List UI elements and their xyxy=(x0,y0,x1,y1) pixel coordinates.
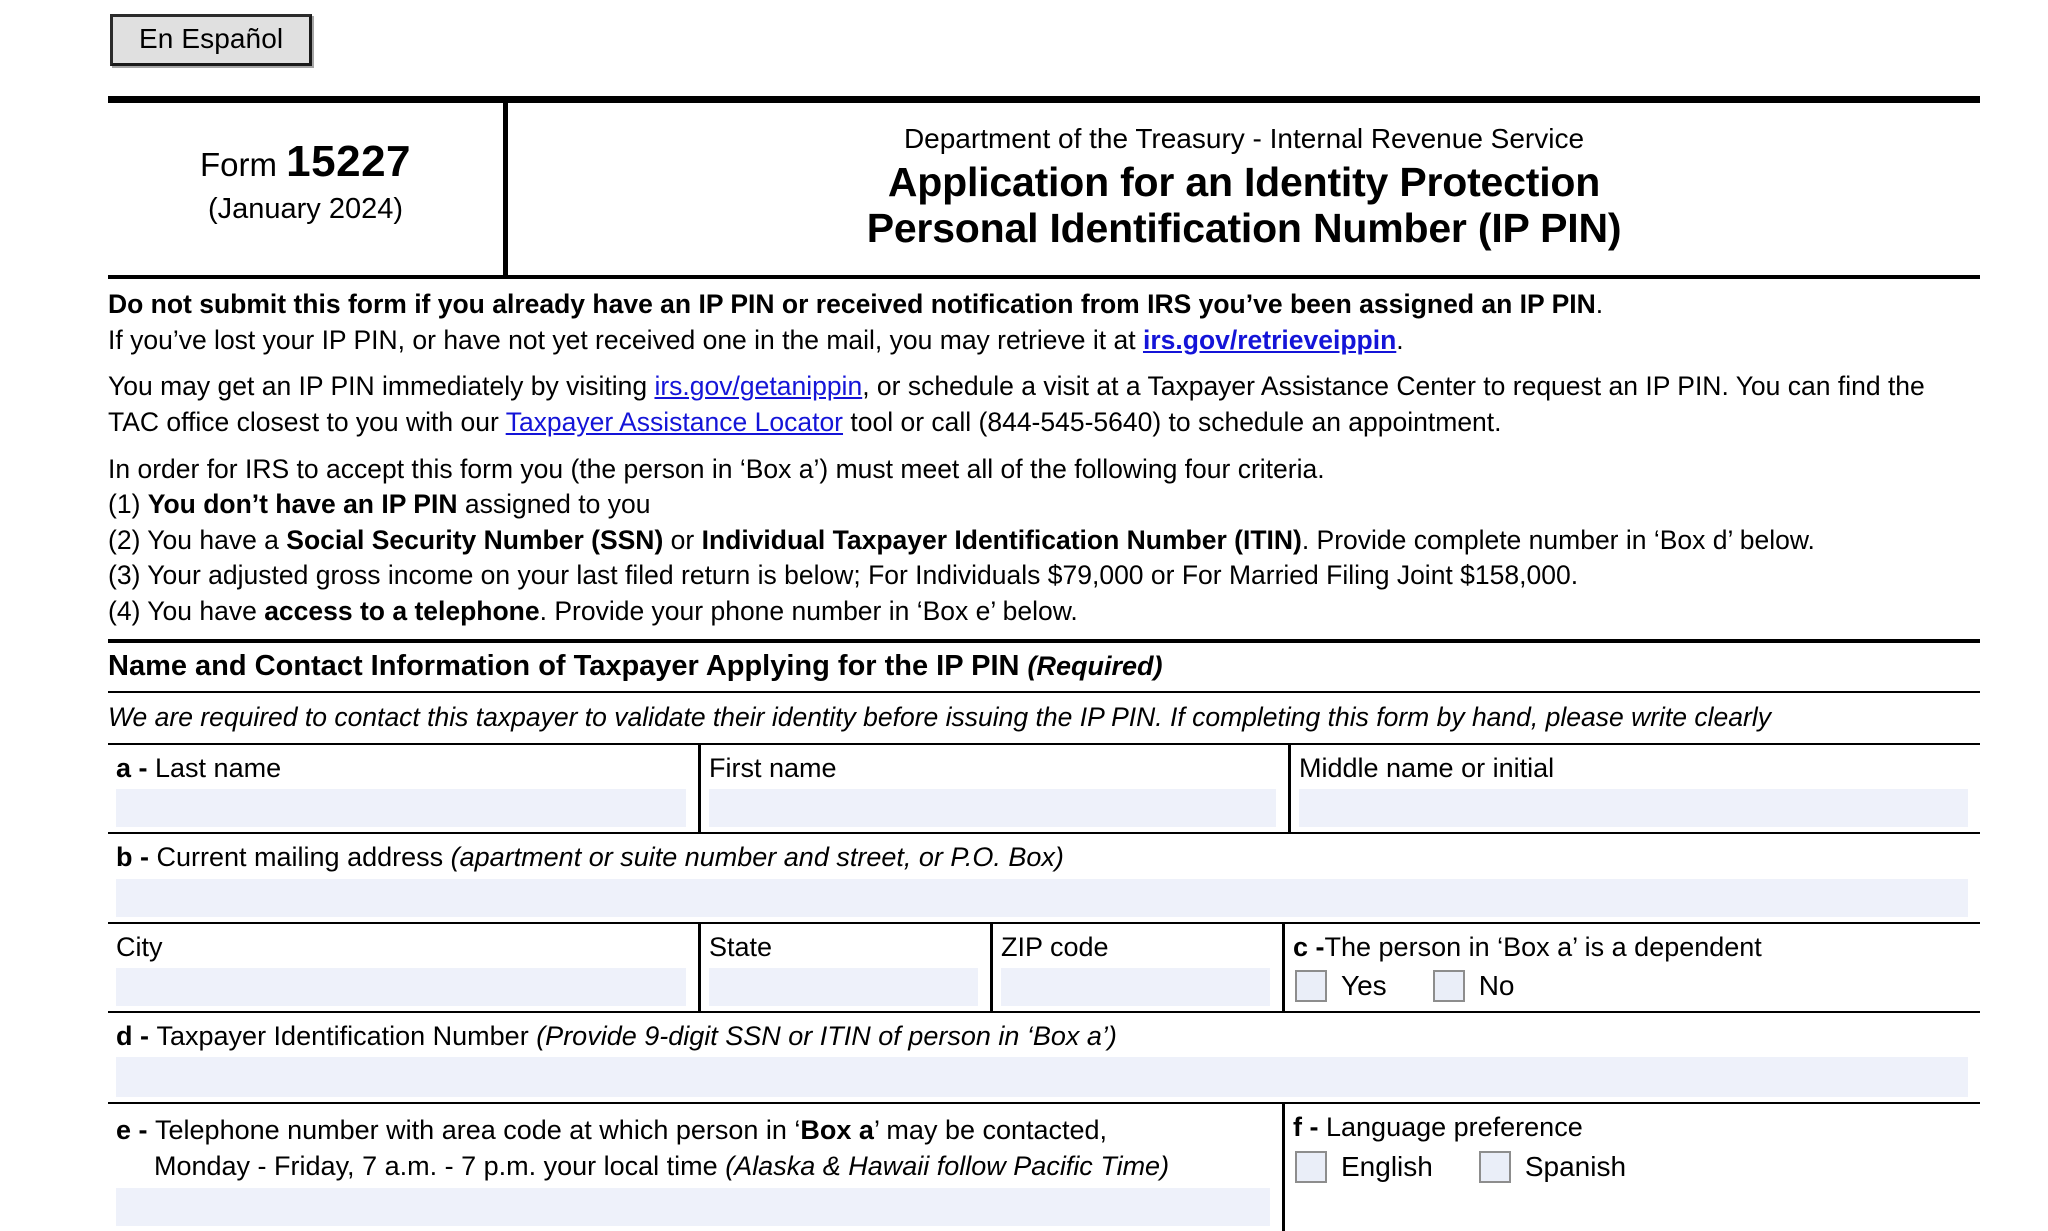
telephone-line2-wrap xyxy=(116,1149,1282,1185)
criteria-4-bold: access to a telephone xyxy=(264,596,540,627)
language-cell xyxy=(1282,1104,1980,1231)
instruction-spacer-1 xyxy=(108,358,1980,369)
dependent-no-label: No xyxy=(1478,969,1515,1001)
language-text: Language preference xyxy=(1326,1112,1583,1143)
last-name-text: Last name xyxy=(155,752,282,783)
section-note: We are required to contact this taxpayer to validate their identity before issuing the IP PIN. If completing this form by hand, please write clearly xyxy=(108,701,1771,732)
criteria-1-number: (1) xyxy=(108,489,148,520)
telephone-line1-a: Telephone number with area code at which person in ‘ xyxy=(155,1115,801,1146)
dependent-yes-checkbox[interactable] xyxy=(1295,970,1327,1002)
form-title-line-1: Application for an Identity Protection xyxy=(887,158,1601,205)
telephone-line1-b: ’ may be contacted, xyxy=(873,1115,1108,1146)
address-input[interactable] xyxy=(116,879,1968,917)
dependent-text: The person in ‘Box a’ is a dependent xyxy=(1324,931,1762,962)
tin-input[interactable] xyxy=(116,1057,1968,1097)
tin-cell xyxy=(108,1013,1980,1102)
en-espanol-button[interactable]: En Español xyxy=(110,14,312,66)
irs-form-15227 xyxy=(108,96,1980,1231)
get-an-ippin-link[interactable]: irs.gov/getanippin xyxy=(654,371,863,402)
tin-label xyxy=(108,1016,1980,1057)
form-revision-date: (January 2024) xyxy=(207,192,404,225)
address-cell xyxy=(108,834,1980,921)
instruction-spacer-2 xyxy=(108,441,1980,452)
city-input[interactable] xyxy=(116,968,686,1006)
telephone-box-a-ref: Box a xyxy=(800,1115,874,1146)
box-d-prefix: d - xyxy=(116,1020,157,1051)
city-state-zip-row xyxy=(108,924,1980,1011)
address-row xyxy=(108,834,1980,921)
instruction-line-1-bold: Do not submit this form if you already have an IP PIN or received notification from IRS you’ve been assigned an IP PIN xyxy=(108,289,1596,319)
telephone-cell xyxy=(108,1104,1282,1231)
section-heading-required: (Required) xyxy=(1027,650,1163,681)
last-name-label xyxy=(108,748,698,789)
form-title-band xyxy=(108,103,1980,275)
language-spanish-checkbox[interactable] xyxy=(1479,1151,1511,1183)
telephone-input[interactable] xyxy=(116,1188,1270,1226)
criteria-2-number: (2) You have a xyxy=(108,524,287,555)
last-name-input[interactable] xyxy=(116,789,686,827)
taxpayer-assistance-locator-link[interactable]: Taxpayer Assistance Locator xyxy=(505,406,844,437)
language-spanish-label: Spanish xyxy=(1524,1150,1627,1182)
criteria-1 xyxy=(108,487,1980,523)
middle-name-input[interactable] xyxy=(1299,789,1968,827)
address-text: Current mailing address xyxy=(156,842,451,873)
criteria-1-bold: You don’t have an IP PIN xyxy=(147,489,458,520)
department-line: Department of the Treasury - Internal Revenue Service xyxy=(903,122,1585,154)
dependent-yes-label: Yes xyxy=(1341,969,1387,1001)
retrieve-ippin-link[interactable]: irs.gov/retrieveippin xyxy=(1142,324,1397,355)
language-label xyxy=(1285,1107,1980,1148)
box-f-prefix: f - xyxy=(1293,1112,1326,1143)
state-cell xyxy=(698,924,990,1011)
state-label: State xyxy=(709,931,773,962)
dependent-checkbox-group xyxy=(1285,968,1980,1008)
language-english-label: English xyxy=(1341,1150,1433,1182)
form-word-label: Form xyxy=(199,146,277,184)
section-heading-text: Name and Contact Information of Taxpayer Applying for the IP PIN xyxy=(108,649,1028,682)
criteria-3: (3) Your adjusted gross income on your last filed return is below; For Individuals $79,000 or For Married Filing Joint $158,000. xyxy=(108,560,1579,591)
criteria-intro: In order for IRS to accept this form you (the person in ‘Box a’) must meet all of the following four criteria. xyxy=(108,453,1325,484)
last-name-cell xyxy=(108,745,698,832)
criteria-2-itin-bold: Individual Taxpayer Identification Number (ITIN) xyxy=(701,524,1302,555)
telephone-line2-hint: (Alaska & Hawaii follow Pacific Time) xyxy=(725,1151,1170,1182)
first-name-label: First name xyxy=(709,752,837,783)
criteria-4-number: (4) You have xyxy=(108,596,265,627)
form-number-line xyxy=(200,136,411,189)
paragraph-2-pre: You may get an IP PIN immediately by visiting xyxy=(108,371,655,402)
criteria-4 xyxy=(108,594,1980,630)
city-cell xyxy=(108,924,698,1011)
criteria-2-ssn-bold: Social Security Number (SSN) xyxy=(286,524,664,555)
state-input[interactable] xyxy=(709,968,978,1006)
dependent-label xyxy=(1285,927,1980,968)
zip-cell xyxy=(990,924,1282,1011)
box-a-prefix: a - xyxy=(116,752,156,783)
tin-text: Taxpayer Identification Number xyxy=(156,1020,537,1051)
instruction-line-1-tail: . xyxy=(1595,289,1604,319)
form-title-line-2: Personal Identification Number (IP PIN) xyxy=(866,204,1622,251)
instructions-block xyxy=(108,279,1980,639)
top-rule xyxy=(108,96,1980,103)
telephone-line2: Monday - Friday, 7 a.m. - 7 p.m. your local time xyxy=(154,1151,726,1182)
telephone-language-row xyxy=(108,1104,1980,1231)
paragraph-2-mid: , or schedule a visit at a Taxpayer Assistance Center to request an IP PIN. You can find the TAC office closest to you with our xyxy=(108,371,1925,437)
zip-label: ZIP code xyxy=(1001,931,1109,962)
telephone-label xyxy=(108,1107,1282,1188)
address-label xyxy=(108,837,1980,878)
tin-row xyxy=(108,1013,1980,1102)
form-number-block xyxy=(108,103,508,275)
criteria-2 xyxy=(108,523,1980,559)
language-english-checkbox[interactable] xyxy=(1295,1151,1327,1183)
middle-name-label: Middle name or initial xyxy=(1299,752,1555,783)
form-number: 15227 xyxy=(286,137,412,187)
criteria-2-tail: . Provide complete number in ‘Box d’ below. xyxy=(1301,524,1815,555)
criteria-1-tail: assigned to you xyxy=(457,489,651,520)
city-label: City xyxy=(116,931,163,962)
dependent-no-checkbox[interactable] xyxy=(1433,970,1465,1002)
instruction-line-2-post: . xyxy=(1396,324,1404,355)
instruction-line-2 xyxy=(108,323,1980,359)
instruction-line-1 xyxy=(108,287,1980,323)
zip-input[interactable] xyxy=(1001,968,1270,1006)
criteria-4-tail: . Provide your phone number in ‘Box e’ below. xyxy=(539,596,1078,627)
middle-name-cell xyxy=(1288,745,1980,832)
first-name-input[interactable] xyxy=(709,789,1276,827)
form-title-block xyxy=(508,103,1980,275)
section-heading xyxy=(108,643,1980,691)
dependent-cell xyxy=(1282,924,1980,1011)
tin-hint: (Provide 9-digit SSN or ITIN of person in ‘Box a’) xyxy=(536,1020,1117,1051)
address-hint: (apartment or suite number and street, or P.O. Box) xyxy=(450,842,1064,873)
first-name-cell xyxy=(698,745,1288,832)
paragraph-2-post: tool or call (844-545-5640) to schedule an appointment. xyxy=(843,406,1502,437)
criteria-2-mid: or xyxy=(663,524,702,555)
espanol-button-wrapper xyxy=(110,14,312,66)
box-b-prefix: b - xyxy=(116,842,157,873)
box-c-prefix: c - xyxy=(1293,931,1325,962)
language-checkbox-group xyxy=(1285,1149,1980,1189)
instruction-line-2-pre: If you’ve lost your IP PIN, or have not yet received one in the mail, you may retrieve it at xyxy=(108,324,1143,355)
instruction-paragraph-2 xyxy=(108,369,1980,440)
box-e-prefix: e - xyxy=(116,1115,156,1146)
name-row xyxy=(108,745,1980,832)
